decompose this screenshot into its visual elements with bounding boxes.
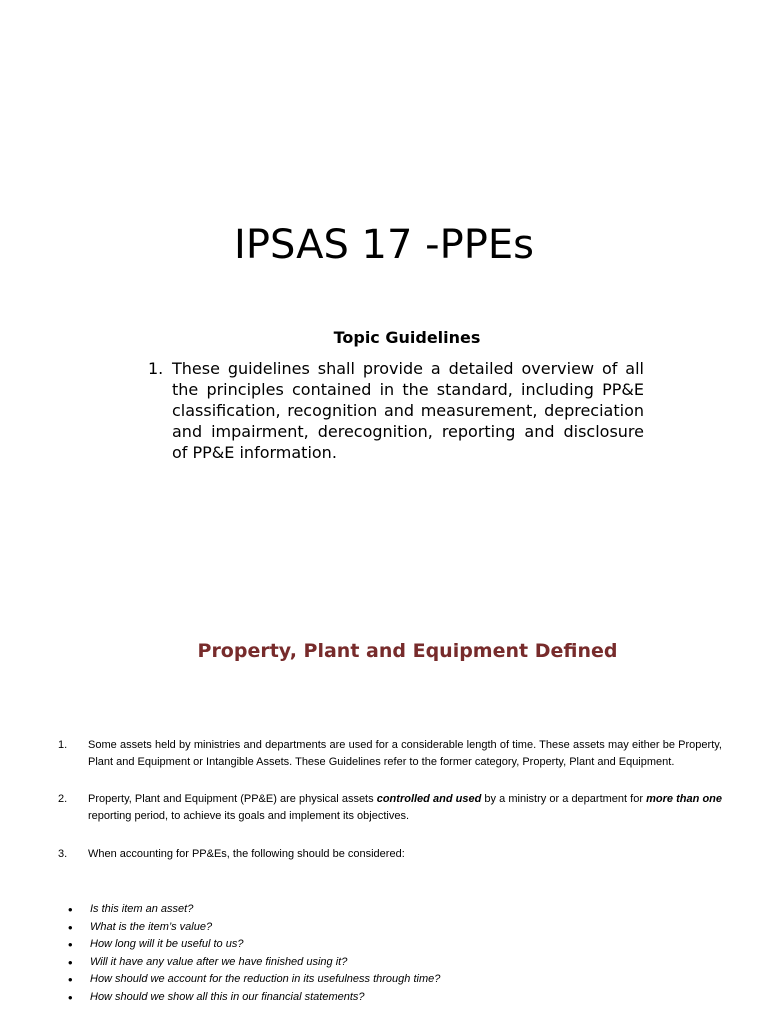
list-item bbox=[58, 737, 722, 771]
question-text: Is this item an asset? bbox=[90, 903, 194, 915]
bullet-icon: • bbox=[68, 972, 73, 988]
list-item-text: Some assets held by ministries and departments are used for a considerable length of time. These assets may either be Property, Plant and Equipment or Intangible Assets. These Guidelines refer to the former category, Property, Plant and Equipment. bbox=[88, 739, 722, 768]
question-text: How long will it be useful to us? bbox=[90, 938, 244, 951]
text-run: reporting period, to achieve its goals and implement its objectives. bbox=[88, 810, 410, 822]
list-item-number: 1. bbox=[58, 739, 68, 751]
question-text: What is the item’s value? bbox=[90, 920, 213, 933]
bullet-icon: • bbox=[68, 919, 73, 935]
topic-guidelines-list bbox=[148, 358, 644, 463]
section-heading: Property, Plant and Equipment Defined bbox=[197, 640, 618, 662]
list-item-text: When accounting for PP&Es, the following should be considered: bbox=[88, 848, 405, 860]
list-item bbox=[68, 954, 668, 972]
question-text: How should we show all this in our financial statements? bbox=[90, 990, 365, 1003]
definition-list bbox=[58, 737, 722, 863]
list-item-text: These guidelines shall provide a detailed overview of all the principles contained in the standard, including PP&E classification, recognition and measurement, depreciation and impairment, derecognition, reporting and disclosure of PP&E information. bbox=[172, 359, 644, 462]
list-item bbox=[68, 971, 668, 989]
list-item bbox=[68, 919, 668, 937]
list-item bbox=[68, 936, 668, 954]
list-item bbox=[58, 791, 722, 825]
list-item bbox=[68, 989, 668, 1007]
document-title: IPSAS 17 -PPEs bbox=[234, 222, 534, 268]
list-item-number: 1. bbox=[148, 359, 164, 378]
bullet-icon: • bbox=[68, 989, 73, 1005]
bullet-icon: • bbox=[68, 937, 73, 953]
list-item-number: 3. bbox=[58, 848, 68, 860]
text-run: Property, Plant and Equipment (PP&E) are physical assets bbox=[88, 793, 377, 805]
question-text: How should we account for the reduction in its usefulness through time? bbox=[90, 973, 441, 986]
list-item bbox=[58, 846, 722, 863]
list-item bbox=[68, 901, 668, 919]
considerations-list bbox=[68, 901, 668, 1007]
list-item-text bbox=[88, 791, 722, 825]
list-item bbox=[148, 358, 644, 463]
emphasis-text: controlled and used bbox=[376, 793, 482, 805]
question-text: Will it have any value after we have finished using it? bbox=[90, 955, 348, 968]
emphasis-text: more than one bbox=[646, 793, 722, 805]
bullet-icon: • bbox=[68, 902, 73, 917]
list-item-number: 2. bbox=[58, 793, 68, 805]
text-run: by a ministry or a department for bbox=[481, 793, 647, 805]
topic-guidelines-heading: Topic Guidelines bbox=[333, 328, 481, 347]
bullet-icon: • bbox=[68, 954, 73, 970]
